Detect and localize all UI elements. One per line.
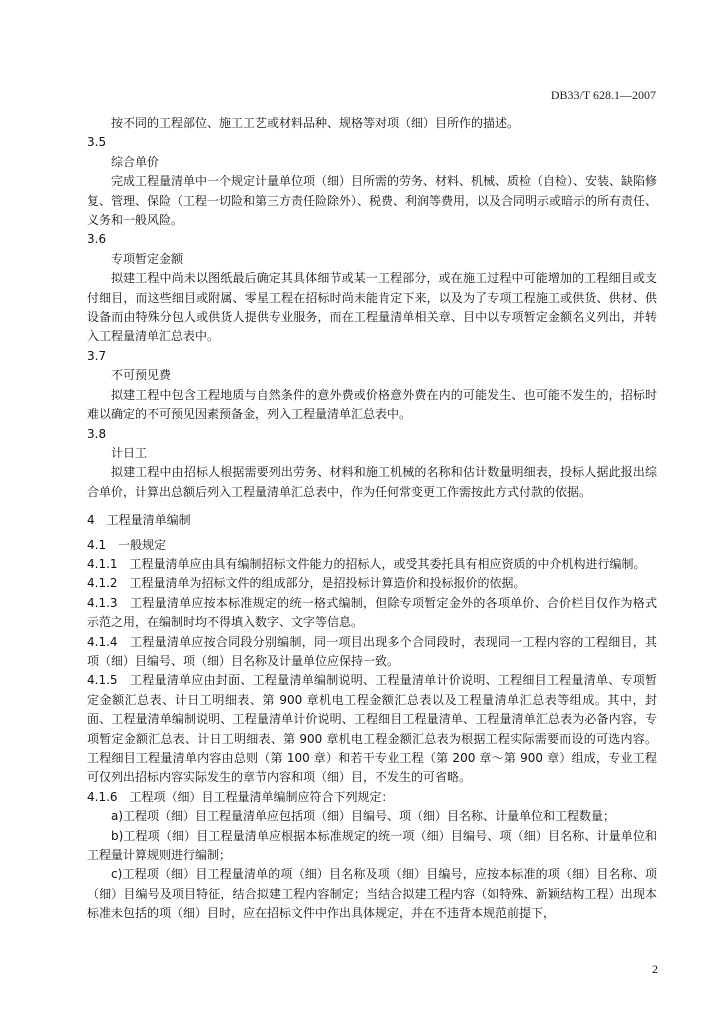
term-title: 计日工 [111,445,148,460]
term-title: 综合单价 [111,154,160,169]
list-item: b)工程项（细）目工程量清单应根据本标准规定的统一项（细）目编号、项（细）目名称、计量单位和工程量计算规则进行编制； [87,828,657,863]
list-item: c)工程项（细）目工程量清单的项（细）目名称及项（细）目编号，应按本标准的项（细）目名称、项（细）目编号及项目特征，结合拟建工程内容制定；当结合拟建工程内容（如特殊、新颖结构工程）出现本标准未包括的项（细）目时，应在招标文件中作出具体规定，并在不违背本规范前提下， [87,867,657,921]
clause-number: 3.8 [87,426,107,441]
term-definition: 拟建工程中由招标人根据需要列出劳务、材料和施工机械的名称和估计数量明细表，投标人据此报出综合单价，计算出总额后列入工程量清单汇总表中，作为任何常变更工作需按此方式付款的依据。 [87,465,657,499]
section-heading: 4 工程量清单编制 [87,513,191,528]
clause-paragraph: 4.1.6 工程项（细）目工程量清单编制应符合下列规定： [87,789,394,804]
clause-number: 3.6 [87,232,107,247]
standard-code-header: DB33/T 628.1—2007 [550,88,656,102]
term-title: 专项暂定金额 [111,251,184,266]
clause-paragraph: 4.1.5 工程量清单应由封面、工程量清单编制说明、工程量清单计价说明、工程细目工程量清单、专项暂定金额汇总表、计日工明细表、第 900 章机电工程金额汇总表以及工程量清单汇总表等组成。其中，封面、工程量清单编制说明、工程量清单计价说明、工程细目工程量清单、工程量清单汇总表为必备内容，专项暂定金额汇总表、计日工明细表、第 900 章机电工程金额汇总表为根据工程实际需要而设的可选内容。工程细目工程量清单内容由总则（第 100 章）和若干专业工程（第 200 章～第 900 章）组成，专业工程可仅列出招标内容实际发生的章节内容和项（细）目，不发生的可省略。 [87,673,657,785]
clause-paragraph: 4.1.3 工程量清单应按本标准规定的统一格式编制，但除专项暂定金外的各项单价、合价栏目仅作为格式示范之用，在编制时均不得填入数字、文字等信息。 [87,595,657,630]
term-definition: 拟建工程中包含工程地质与自然条件的意外费或价格意外费在内的可能发生、也可能不发生的，招标时难以确定的不可预见因素预备金，列入工程量清单汇总表中。 [87,387,657,422]
term-title: 不可预见费 [111,368,172,383]
clause-number: 3.7 [87,348,107,363]
term-definition: 完成工程量清单中一个规定计量单位项（细）目所需的劳务、材料、机械、质检（自检）、安装、缺陷修复、管理、保险（工程一切险和第三方责任险除外）、税费、利润等费用，以及合同明示或暗示的所有责任、义务和一般风险。 [87,174,658,228]
clause-paragraph: 4.1.1 工程量清单应由具有编制招标文件能力的招标人，或受其委托具有相应资质的中介机构进行编制。 [87,556,646,571]
clause-paragraph: 4.1.4 工程量清单应按合同段分别编制，同一项目出现多个合同段时，表现同一工程内容的工程细目，其项（细）目编号、项（细）目名称及计量单位应保持一致。 [87,634,657,668]
subsection-heading: 4.1 一般规定 [87,537,167,552]
term-definition: 拟建工程中尚未以图纸最后确定其具体细节或某一工程部分，或在施工过程中可能增加的工程细目或支付细目，而这些细目或附属、零星工程在招标时尚未能肯定下来，以及为了专项工程施工或供货、供材、供设备而由特殊分包人或供货人提供专业服务，而在工程量清单相关章、目中以专项暂定金额名义列出，并转入工程量清单汇总表中。 [87,271,657,344]
paragraph: 按不同的工程部位、施工工艺或材料品种、规格等对项（细）目所作的描述。 [111,116,520,130]
clause-number: 3.5 [87,135,107,150]
document-body [87,114,657,924]
clause-paragraph: 4.1.2 工程量清单为招标文件的组成部分，是招投标计算造价和投标报价的依据。 [87,576,526,591]
page-number: 2 [652,962,658,976]
list-item: a)工程项（细）目工程量清单应包括项（细）目编号、项（细）目名称、计量单位和工程数量； [111,809,616,824]
